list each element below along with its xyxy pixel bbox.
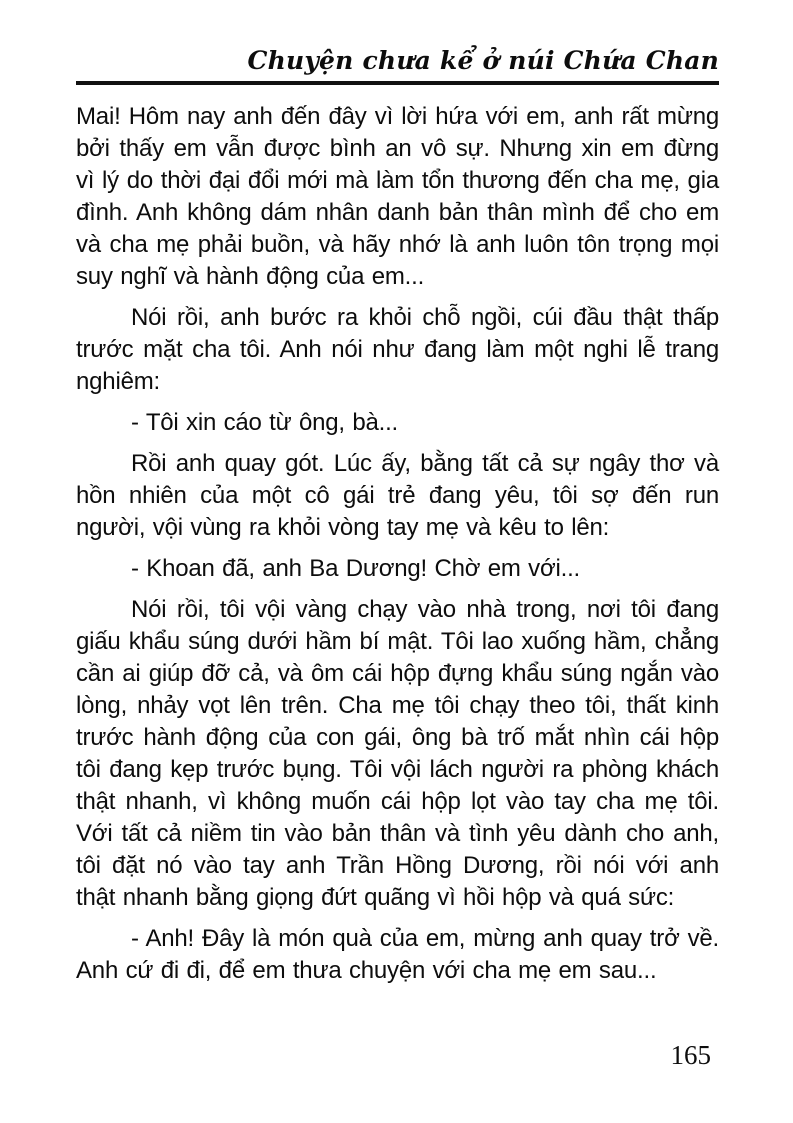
paragraph: Nói rồi, tôi vội vàng chạy vào nhà trong, nơi tôi đang giấu khẩu súng dưới hầm bí mật. Tôi lao xuống hầm, chẳng cần ai giúp đỡ cả, và ôm cái hộp đựng khẩu súng ngắn vào lòng, nhảy vọt lên trên. Cha mẹ tôi chạy theo tôi, thất kinh trước hành động của con gái, ông bà trố mắt nhìn cái hộp tôi đang kẹp trước bụng. Tôi vội lách người ra phòng khách thật nhanh, vì không muốn cái hộp lọt vào tay cha mẹ tôi. Với tất cả niềm tin vào bản thân và tình yêu dành cho anh, tôi đặt nó vào tay anh Trần Hồng Dương, rồi nói với anh thật nhanh bằng giọng đứt quãng vì hồi hộp và quá sức: (76, 596, 719, 911)
paragraph: Rồi anh quay gót. Lúc ấy, bằng tất cả sự ngây thơ và hồn nhiên của một cô gái trẻ đang yêu, tôi sợ đến run người, vội vùng ra khỏi vòng tay mẹ và kêu to lên: (76, 450, 719, 541)
body-text (76, 101, 719, 987)
header-rule (76, 81, 719, 85)
paragraph: Mai! Hôm nay anh đến đây vì lời hứa với em, anh rất mừng bởi thấy em vẫn được bình an vô sự. Nhưng xin em đừng vì lý do thời đại đổi mới mà làm tổn thương đến cha mẹ, gia đình. Anh không dám nhân danh bản thân mình để cho em và cha mẹ phải buồn, và hãy nhớ là anh luôn tôn trọng mọi suy nghĩ và hành động của em... (76, 103, 719, 290)
running-header-title: Chuyện chưa kể ở núi Chứa Chan (247, 46, 719, 75)
page-content (76, 46, 719, 996)
dialogue-line: - Tôi xin cáo từ ông, bà... (131, 409, 399, 436)
paragraph: Nói rồi, anh bước ra khỏi chỗ ngồi, cúi đầu thật thấp trước mặt cha tôi. Anh nói như đang làm một nghi lễ trang nghiêm: (76, 304, 719, 395)
dialogue-line: - Anh! Đây là món quà của em, mừng anh quay trở về. Anh cứ đi đi, để em thưa chuyện với cha mẹ em sau... (76, 925, 719, 984)
page-number: 165 (670, 1040, 711, 1070)
dialogue-line: - Khoan đã, anh Ba Dương! Chờ em với... (131, 555, 581, 582)
